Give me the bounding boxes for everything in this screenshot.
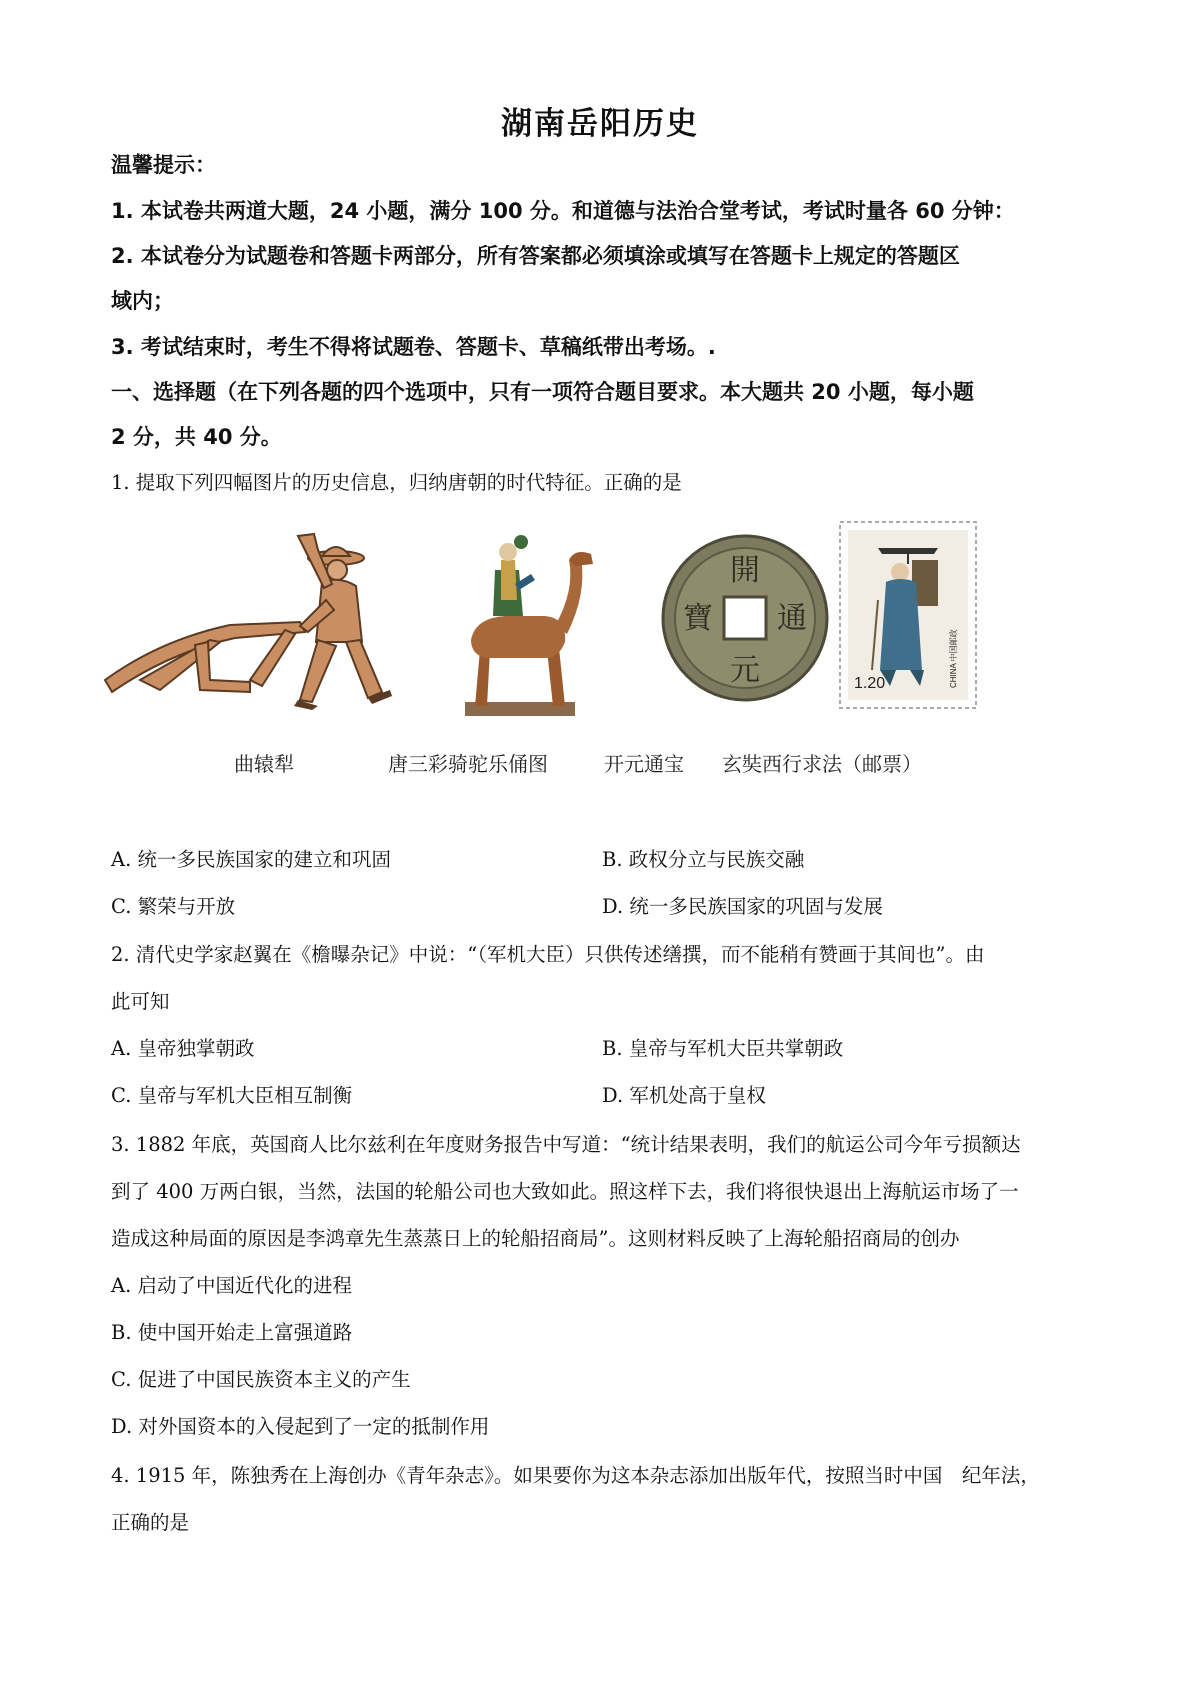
section-heading: 一、选择题（在下列各题的四个选项中，只有一项符合题目要求。本大题共 20 小题，每小题 [111, 380, 974, 404]
coin-char-bottom: 元 [730, 653, 760, 688]
curved-plough-figure [100, 530, 420, 740]
stamp-country: CHINA 中国邮政 [949, 629, 958, 688]
notice-item-3: 3. 考试结束时，考生不得将试题卷、答题卡、草稿纸带出考场。. [111, 335, 716, 359]
coin-char-top: 開 [730, 553, 760, 588]
notice-heading: 温馨提示： [111, 153, 216, 177]
q3-option-a: A. 启动了中国近代化的进程 [111, 1274, 352, 1297]
caption-stamp: 玄奘西行求法（邮票） [722, 752, 922, 776]
caption-camel-figurine: 唐三彩骑驼乐俑图 [388, 752, 548, 776]
question-4-stem-cont: 正确的是 [111, 1511, 190, 1534]
section-heading-cont: 2 分，共 40 分。 [111, 425, 282, 449]
question-3-stem-cont-2: 造成这种局面的原因是李鸿章先生蒸蒸日上的轮船招商局”。这则材料反映了上海轮船招商局的创办 [111, 1227, 960, 1250]
question-1-stem: 1. 提取下列四幅图片的历史信息，归纳唐朝的时代特征。正确的是 [111, 471, 682, 494]
q2-option-d: D. 军机处高于皇权 [602, 1084, 766, 1107]
question-3-stem-cont-1: 到了 400 万两白银，当然，法国的轮船公司也大致如此。照这样下去，我们将很快退出上海航运市场了一 [111, 1180, 1019, 1203]
q1-option-a: A. 统一多民族国家的建立和巩固 [111, 848, 391, 871]
caption-coin: 开元通宝 [604, 752, 684, 776]
stamp-denomination: 1.20 [854, 675, 886, 692]
page-title: 湖南岳阳历史 [501, 106, 699, 142]
caption-curved-plough: 曲辕犁 [234, 752, 294, 776]
question-2-stem-cont: 此可知 [111, 990, 170, 1013]
xuanzang-stamp [838, 520, 978, 710]
question-1-figures [100, 530, 1000, 790]
notice-item-2-cont: 域内； [111, 289, 174, 313]
question-4-stem: 4. 1915 年，陈独秀在上海创办《青年杂志》。如果要你为这本杂志添加出版年代，按照当时中国 纪年法， [111, 1464, 1040, 1487]
question-3-stem: 3. 1882 年底，英国商人比尔兹利在年度财务报告中写道：“统计结果表明，我们的航运公司今年亏损额达 [111, 1133, 1021, 1156]
coin-char-right: 通 [777, 601, 807, 636]
q2-option-c: C. 皇帝与军机大臣相互制衡 [111, 1084, 353, 1107]
q1-option-c: C. 繁荣与开放 [111, 895, 236, 918]
q3-option-c: C. 促进了中国民族资本主义的产生 [111, 1368, 411, 1391]
notice-item-1: 1. 本试卷共两道大题，24 小题，满分 100 分。和道德与法治合堂考试，考试时量各 60 分钟： [111, 199, 1015, 223]
q2-option-b: B. 皇帝与军机大臣共掌朝政 [602, 1037, 844, 1060]
question-2-stem: 2. 清代史学家赵翼在《檐曝杂记》中说：“（军机大臣）只供传述缮撰，而不能稍有赞画于其间也”。由 [111, 943, 985, 966]
q1-option-d: D. 统一多民族国家的巩固与发展 [602, 895, 883, 918]
q3-option-b: B. 使中国开始走上富强道路 [111, 1321, 353, 1344]
q2-option-a: A. 皇帝独掌朝政 [111, 1037, 255, 1060]
coin-char-left: 寶 [683, 601, 713, 636]
kaiyuan-tongbao-coin [660, 530, 830, 710]
tricolor-camel-figure [435, 530, 615, 740]
notice-item-2: 2. 本试卷分为试题卷和答题卡两部分，所有答案都必须填涂或填写在答题卡上规定的答题区 [111, 244, 960, 268]
q3-option-d: D. 对外国资本的入侵起到了一定的抵制作用 [111, 1415, 490, 1438]
q1-option-b: B. 政权分立与民族交融 [602, 848, 805, 871]
